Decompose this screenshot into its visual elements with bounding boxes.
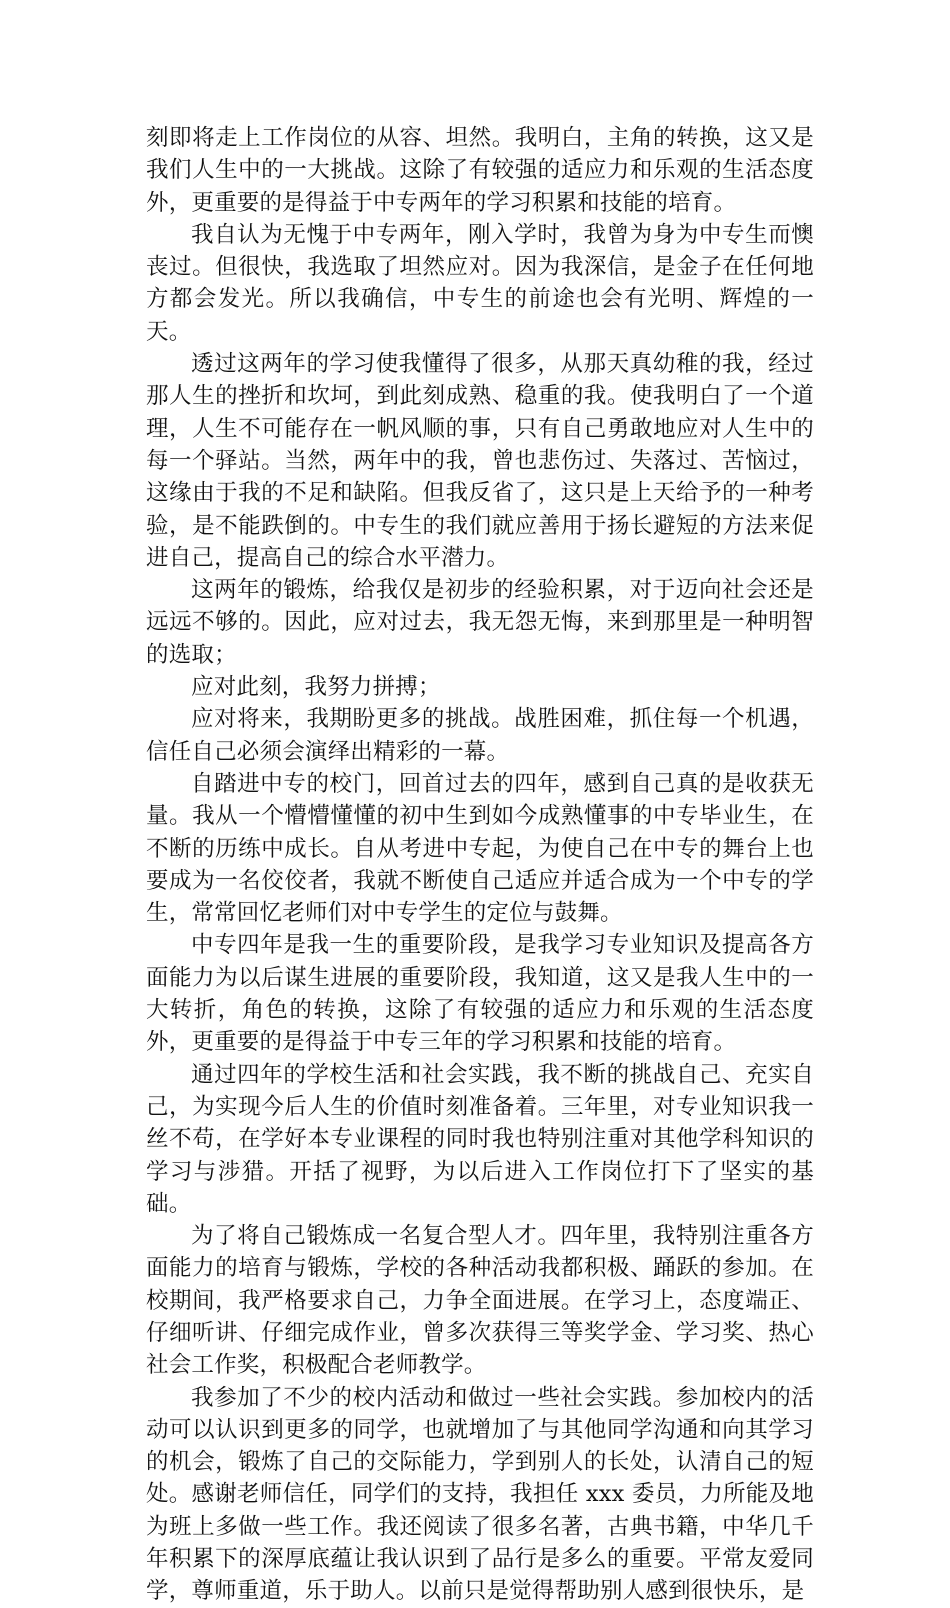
paragraph: 自踏进中专的校门，回首过去的四年，感到自己真的是收获无量。我从一个懵懵懂懂的初中生到如今成熟懂事的中专毕业生，在不断的历练中成长。自从考进中专起，为使自己在中专的舞台上也要成为一名佼佼者，我就不断使自己适应并适合成为一个中专的学生，常常回忆老师们对中专学生的定位与鼓舞。	[146, 770, 814, 927]
paragraph: 我自认为无愧于中专两年，刚入学时，我曾为身为中专生而懊丧过。但很快，我选取了坦然应对。因为我深信，是金子在任何地方都会发光。所以我确信，中专生的前途也会有光明、辉煌的一天。	[146, 221, 814, 345]
paragraph: 通过四年的学校生活和社会实践，我不断的挑战自己、充实自己，为实现今后人生的价值时刻准备着。三年里，对专业知识我一丝不苟，在学好本专业课程的同时我也特别注重对其他学科知识的学习与涉猎。开括了视野，为以后进入工作岗位打下了坚实的基础。	[146, 1061, 814, 1217]
document-body	[146, 122, 814, 1608]
paragraph: 中专四年是我一生的重要阶段，是我学习专业知识及提高各方面能力为以后谋生进展的重要阶段，我知道，这又是我人生中的一大转折，角色的转换，这除了有较强的适应力和乐观的生活态度外，更重要的是得益于中专三年的学习积累和技能的培育。	[146, 932, 814, 1056]
paragraph: 这两年的锻炼，给我仅是初步的经验积累，对于迈向社会还是远远不够的。因此，应对过去，我无怨无悔，来到那里是一种明智的选取；	[146, 577, 814, 668]
paragraph: 应对将来，我期盼更多的挑战。战胜困难，抓住每一个机遇，信任自己必须会演绎出精彩的一幕。	[146, 706, 814, 765]
paragraph: 为了将自己锻炼成一名复合型人才。四年里，我特别注重各方面能力的培育与锻炼，学校的各种活动我都积极、踊跃的参加。在校期间，我严格要求自己，力争全面进展。在学习上，态度端正、仔细听讲、仔细完成作业，曾多次获得三等奖学金、学习奖、热心社会工作奖，积极配合老师教学。	[146, 1223, 814, 1379]
paragraph: 刻即将走上工作岗位的从容、坦然。我明白，主角的转换，这又是我们人生中的一大挑战。这除了有较强的适应力和乐观的生活态度外，更重要的是得益于中专两年的学习积累和技能的培育。	[146, 125, 814, 216]
paragraph: 透过这两年的学习使我懂得了很多，从那天真幼稚的我，经过那人生的挫折和坎坷，到此刻成熟、稳重的我。使我明白了一个道理，人生不可能存在一帆风顺的事，只有自己勇敢地应对人生中的每一个驿站。当然，两年中的我，曾也悲伤过、失落过、苦恼过，这缘由于我的不足和缺陷。但我反省了，这只是上天给予的一种考验，是不能跌倒的。中专生的我们就应善用于扬长避短的方法来促进自己，提高自己的综合水平潜力。	[146, 351, 814, 571]
paragraph: 我参加了不少的校内活动和做过一些社会实践。参加校内的活动可以认识到更多的同学，也就增加了与其他同学沟通和向其学习的机会，锻炼了自己的交际能力，学到别人的长处，认清自己的短处。感谢老师信任，同学们的支持，我担任 xxx 委员，力所能及地为班上多做一些工作。我还阅读了很多名著，古典书籍，中华几千年积累下的深厚底蕴让我认识到了品行是多么的重要。平常友爱同学，尊师重道，乐于助人。以前只是觉得帮助别人感到很快乐，是	[146, 1384, 814, 1605]
paragraph: 应对此刻，我努力拼搏；	[191, 674, 441, 701]
